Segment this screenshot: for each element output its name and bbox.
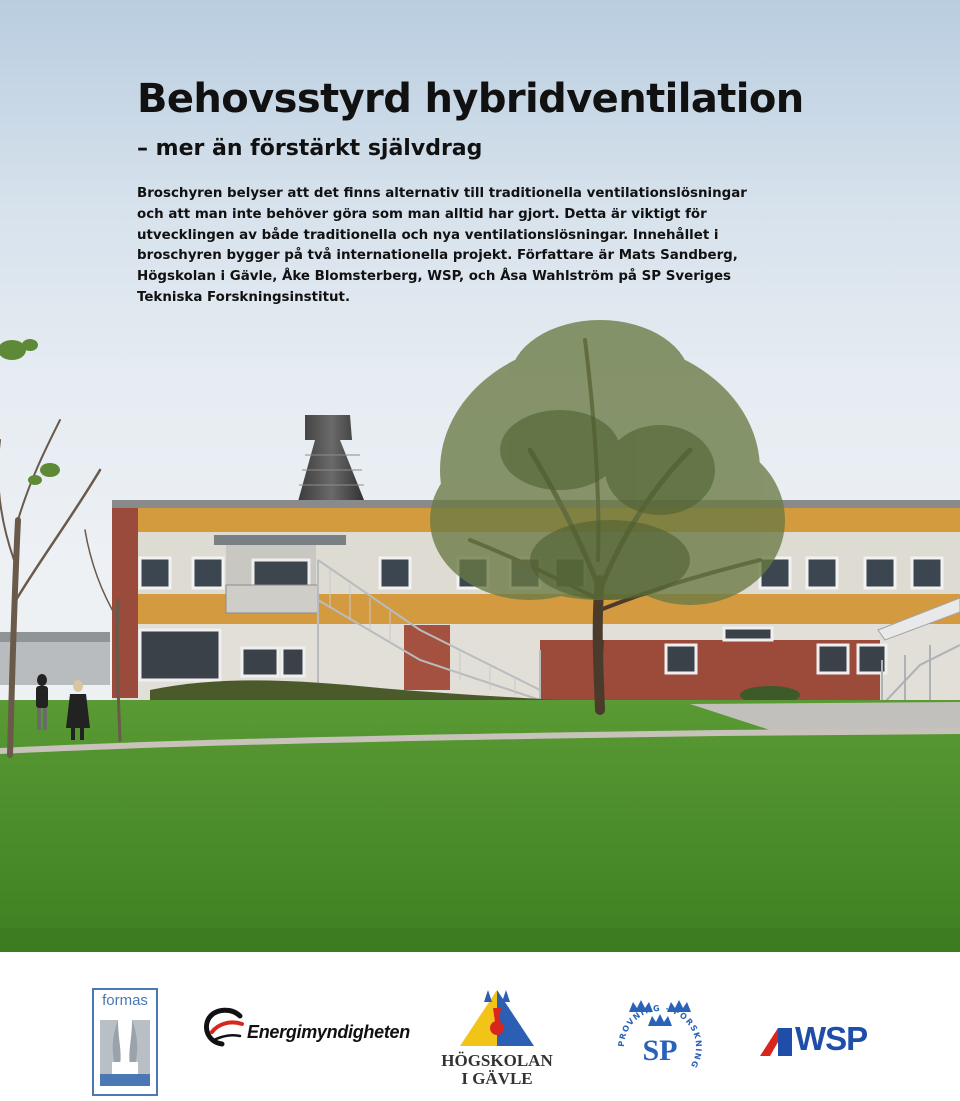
formas-emblem-icon [94, 1014, 156, 1094]
page-title: Behovsstyrd hybridventilation [137, 76, 804, 122]
intro-paragraph: Broschyren belyser att det finns alternativ till traditionella ventilationslösningar och att man inte behöver göra som man alltid har gjort. Detta är viktigt för utvecklingen av både traditionella och nya ventilationslösningar. Innehållet i broschyren bygger på två internationella projekt. Författare är Mats Sandberg, Högskolan i Gävle, Åke Blomsterberg, WSP, och Åsa Wahlström på SP Sveriges Tekniska Forskningsinstitut. [137, 186, 747, 305]
hogskolan-gavle-logo [438, 986, 556, 1096]
formas-logo-text: formas [102, 992, 148, 1009]
sp-emblem [615, 992, 705, 1097]
sp-logo-text: SP [642, 1034, 678, 1067]
sp-logo [615, 992, 705, 1097]
hogskolan-emblem-icon [438, 986, 556, 1050]
hogskolan-line1: HÖGSKOLAN [441, 1051, 553, 1070]
wsp-logo-text: WSP [795, 1020, 868, 1057]
wsp-logo [758, 1018, 882, 1060]
energimyndigheten-swirl-icon [202, 1006, 246, 1050]
page-subtitle: – mer än förstärkt självdrag [137, 136, 483, 161]
hogskolan-logo-text [438, 1052, 556, 1088]
formas-logo [92, 988, 158, 1096]
hogskolan-line2: I GÄVLE [461, 1069, 533, 1088]
wsp-flag-icon [758, 1022, 794, 1058]
energimyndigheten-logo [202, 1004, 412, 1050]
sp-ring-text: PROVNING · FORSKNING [616, 1003, 704, 1071]
energimyndigheten-logo-text: Energimyndigheten [247, 1022, 410, 1042]
partner-logos [0, 952, 960, 1101]
